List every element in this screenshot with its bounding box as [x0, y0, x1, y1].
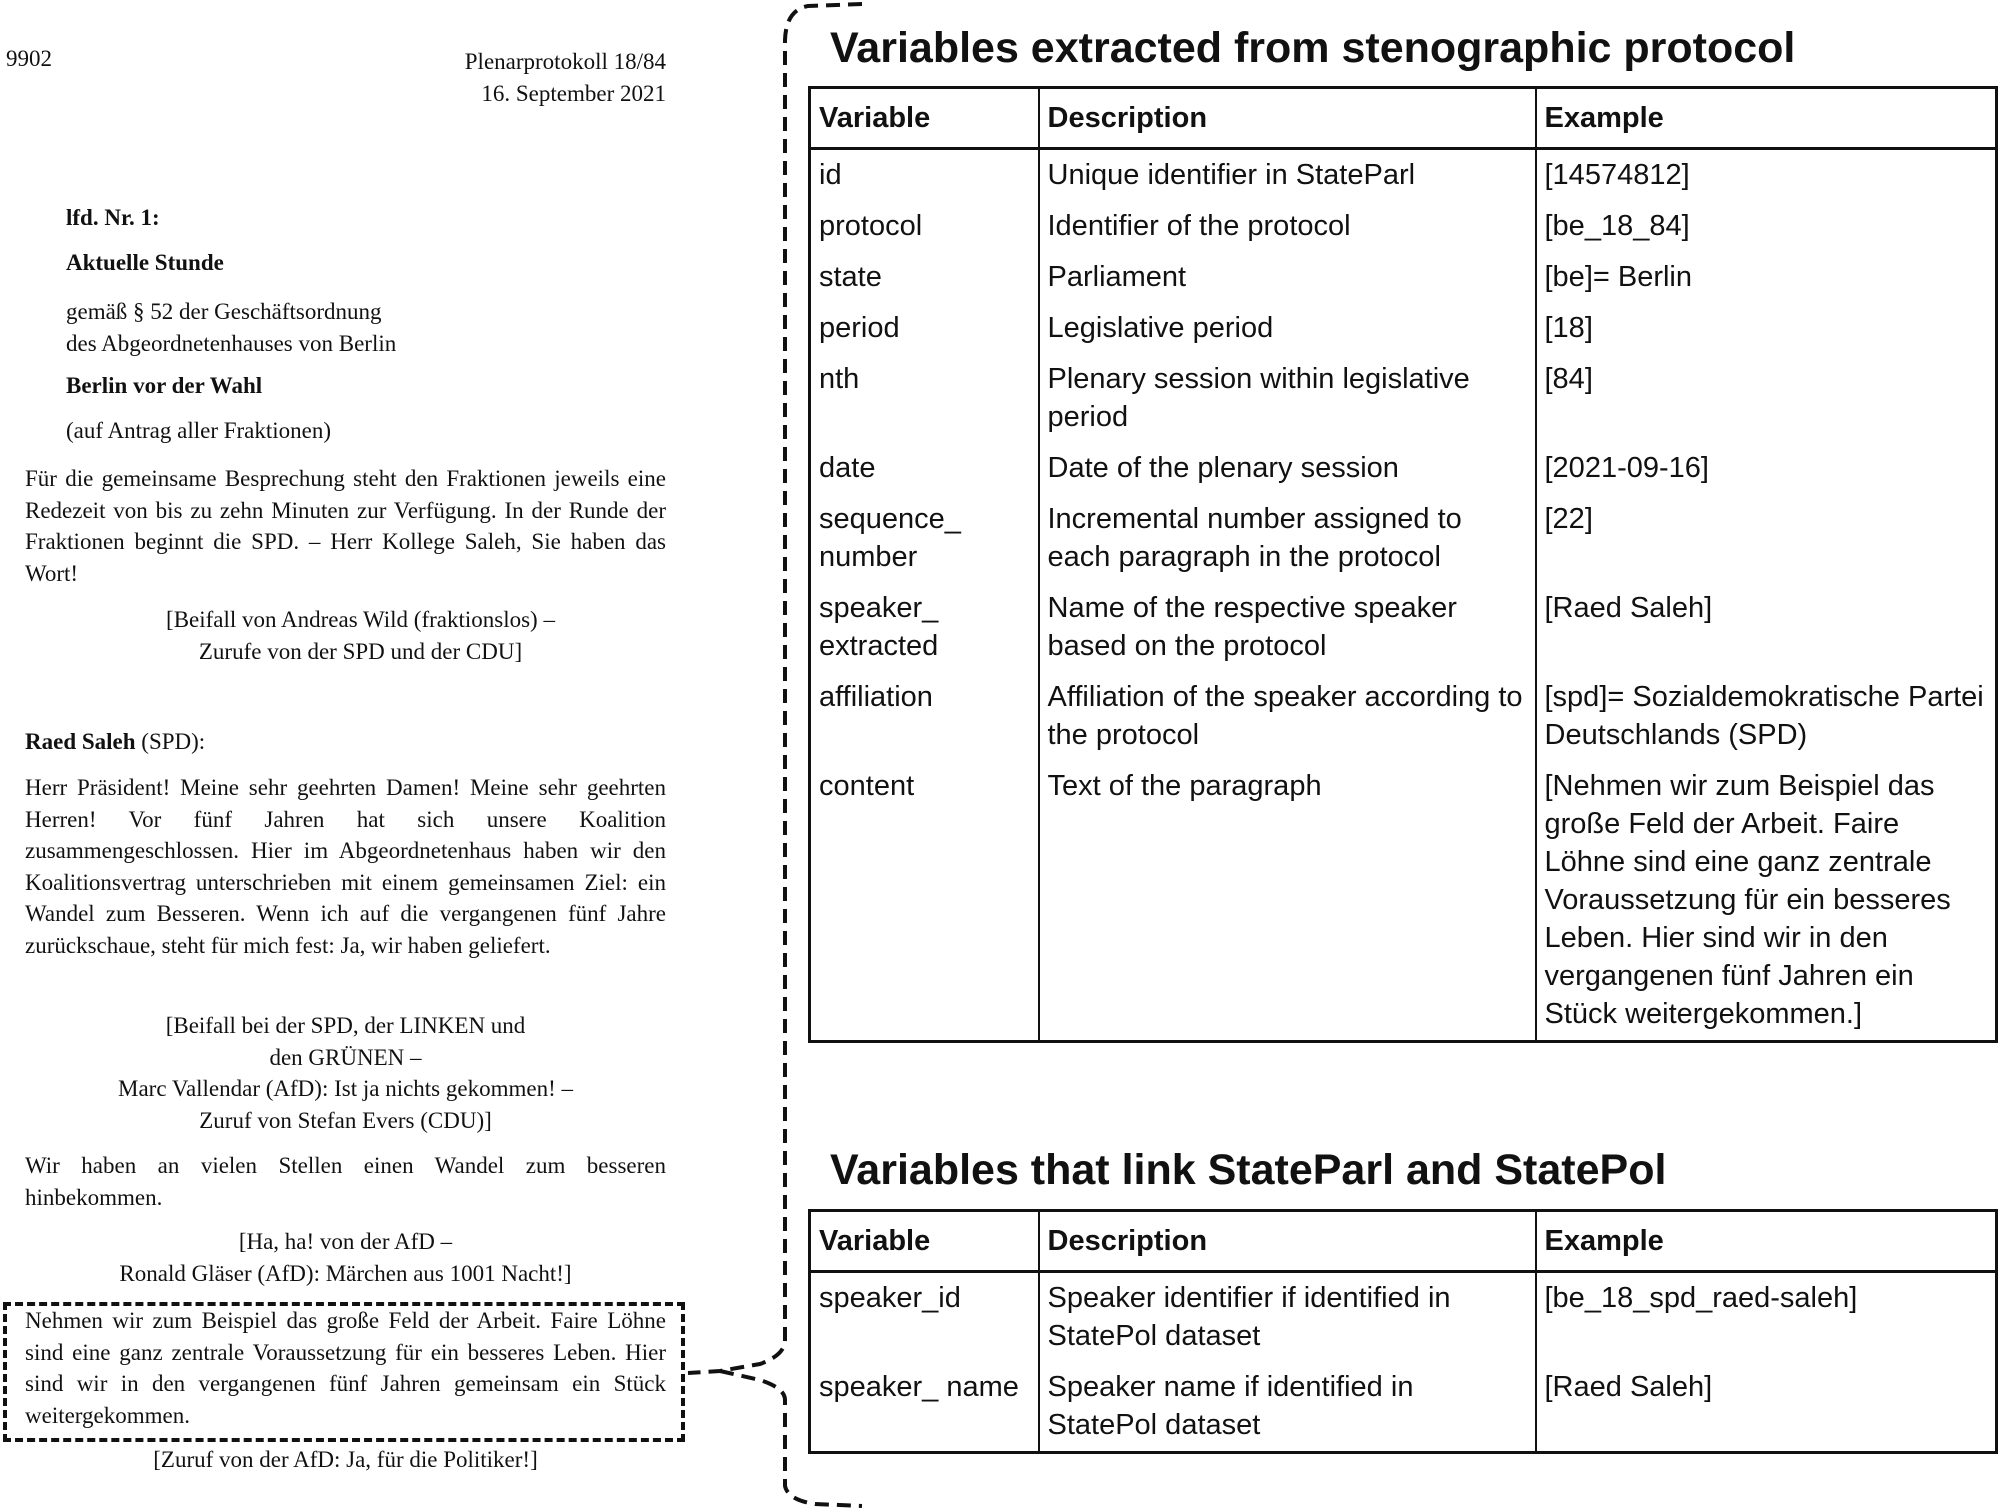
variable-cell: period: [810, 303, 1039, 354]
speech-paragraph: Herr Präsident! Meine sehr geehrten Damen! Meine sehr geehrten Herren! Vor fünf Jahren hat sich unsere Koalition zusammengeschlossen. Hier im Abgeordnetenhaus haben wir den Koalitionsvertrag unterschrieben mit einem gemeinsamen Ziel: ein Wandel zum Besseren. Wenn ich auf die vergangenen fünf Jahre zurückschaue, steht für mich fest: Ja, wir haben geliefert.: [25, 775, 666, 958]
agenda-basis-line: gemäß § 52 der Geschäftsordnung: [66, 299, 382, 324]
table-row: [810, 672, 1997, 761]
page-header: [465, 46, 666, 110]
example-cell: [be_18_84]: [1536, 201, 1997, 252]
column-header: Example: [1536, 1211, 1997, 1272]
interjection-line: Zuruf von Stefan Evers (CDU)]: [199, 1107, 492, 1133]
agenda-topic-note: (auf Antrag aller Fraktionen): [66, 418, 332, 443]
table-row: [810, 303, 1997, 354]
description-cell: Plenary session within legislative period: [1039, 354, 1536, 443]
example-cell: [14574812]: [1536, 149, 1997, 202]
table-row: [810, 1272, 1997, 1363]
agenda-basis: [66, 296, 396, 360]
interjection-line: [Beifall von Andreas Wild (fraktionslos) –: [166, 607, 555, 632]
protocol-date: 16. September 2021: [481, 81, 666, 106]
table-row: [810, 252, 1997, 303]
variable-cell: nth: [810, 354, 1039, 443]
interjection-line: [Ha, ha! von der AfD –: [238, 1229, 453, 1254]
table-row: [810, 1362, 1997, 1453]
variable-cell: affiliation: [810, 672, 1039, 761]
example-cell: [Raed Saleh]: [1536, 583, 1997, 672]
interjection: [40, 604, 681, 667]
example-cell: [84]: [1536, 354, 1997, 443]
page-number: 9902: [6, 46, 52, 71]
agenda-topic: Berlin vor der Wahl: [66, 373, 263, 398]
speaker-line: [25, 726, 666, 758]
link-variables-title: Variables that link StateParl and StatePol: [830, 1146, 1667, 1194]
variable-cell: sequence_ number: [810, 494, 1039, 583]
example-cell: [22]: [1536, 494, 1997, 583]
description-cell: Legislative period: [1039, 303, 1536, 354]
description-cell: Unique identifier in StateParl: [1039, 149, 1536, 202]
variable-cell: speaker_ name: [810, 1362, 1039, 1453]
table-row: [810, 494, 1997, 583]
interjection: [25, 1226, 666, 1289]
description-cell: Identifier of the protocol: [1039, 201, 1536, 252]
agenda-title: Aktuelle Stunde: [66, 250, 224, 275]
speaker-name: Raed Saleh: [25, 729, 136, 754]
column-header: Description: [1039, 88, 1536, 149]
interjection-line: den GRÜNEN –: [269, 1044, 422, 1070]
president-paragraph: Für die gemeinsame Besprechung steht den Fraktionen jeweils eine Redezeit von bis zu zehn Minuten zur Verfügung. In der Runde der Fraktionen beginnt die SPD. – Herr Kollege Saleh, Sie haben das Wort!: [25, 466, 666, 586]
column-header: Variable: [810, 88, 1039, 149]
description-cell: Speaker identifier if identified in StatePol dataset: [1039, 1272, 1536, 1363]
table-header-row: [810, 1211, 1997, 1272]
protocol-page: [0, 0, 700, 1509]
variable-cell: speaker_id: [810, 1272, 1039, 1363]
column-header: Example: [1536, 88, 1997, 149]
description-cell: Date of the plenary session: [1039, 443, 1536, 494]
table-row: [810, 443, 1997, 494]
example-cell: [2021-09-16]: [1536, 443, 1997, 494]
table-row: [810, 761, 1997, 1042]
table-row: [810, 201, 1997, 252]
example-cell: [18]: [1536, 303, 1997, 354]
description-cell: Text of the paragraph: [1039, 761, 1536, 1042]
example-cell: [spd]= Sozialdemokratische Partei Deutschlands (SPD): [1536, 672, 1997, 761]
protocol-title: Plenarprotokoll 18/84: [464, 49, 666, 74]
example-cell: [be_18_spd_raed-saleh]: [1536, 1272, 1997, 1363]
interjection-line: Zurufe von der SPD und der CDU]: [198, 638, 523, 664]
table-row: [810, 583, 1997, 672]
table-header-row: [810, 88, 1997, 149]
column-header: Variable: [810, 1211, 1039, 1272]
example-cell: [Nehmen wir zum Beispiel das große Feld der Arbeit. Faire Löhne sind eine ganz zentrale Voraussetzung für ein besseres Leben. Hier sind wir in den vergangenen fünf Jahren ein Stück weitergekommen.]: [1536, 761, 1997, 1042]
agenda-item: lfd. Nr. 1:: [66, 205, 160, 230]
description-cell: Parliament: [1039, 252, 1536, 303]
variable-cell: date: [810, 443, 1039, 494]
link-variables-table: [808, 1209, 1998, 1454]
interjection-line: Marc Vallendar (AfD): Ist ja nichts gekommen! –: [118, 1076, 573, 1101]
variable-cell: content: [810, 761, 1039, 1042]
extracted-variables-title: Variables extracted from stenographic protocol: [830, 24, 1796, 72]
agenda-basis-line: des Abgeordnetenhauses von Berlin: [66, 331, 397, 356]
interjection-line: [Beifall bei der SPD, der LINKEN und: [165, 1013, 526, 1038]
description-cell: Name of the respective speaker based on the protocol: [1039, 583, 1536, 672]
speaker-party: (SPD):: [135, 729, 206, 754]
variable-cell: id: [810, 149, 1039, 202]
interjection-line: Ronald Gläser (AfD): Märchen aus 1001 Nacht!]: [119, 1260, 572, 1286]
description-cell: Incremental number assigned to each paragraph in the protocol: [1039, 494, 1536, 583]
table-row: [810, 149, 1997, 202]
example-cell: [Raed Saleh]: [1536, 1362, 1997, 1453]
variable-cell: state: [810, 252, 1039, 303]
example-cell: [be]= Berlin: [1536, 252, 1997, 303]
variable-cell: protocol: [810, 201, 1039, 252]
highlighted-paragraph: Nehmen wir zum Beispiel das große Feld der Arbeit. Faire Löhne sind eine ganz zentrale Voraussetzung für ein besseres Leben. Hier sind wir in den vergangenen fünf Jahren gemeinsam ein Stück weitergekommen.: [25, 1308, 666, 1428]
speech-paragraph: Wir haben an vielen Stellen einen Wandel zum besseren hinbekommen.: [25, 1153, 666, 1210]
interjection: [Zuruf von der AfD: Ja, für die Politiker!]: [153, 1447, 538, 1472]
description-cell: Speaker name if identified in StatePol dataset: [1039, 1362, 1536, 1453]
extracted-variables-table: [808, 86, 1998, 1043]
table-row: [810, 354, 1997, 443]
description-cell: Affiliation of the speaker according to the protocol: [1039, 672, 1536, 761]
column-header: Description: [1039, 1211, 1536, 1272]
variable-cell: speaker_ extracted: [810, 583, 1039, 672]
interjection: [25, 1010, 666, 1136]
